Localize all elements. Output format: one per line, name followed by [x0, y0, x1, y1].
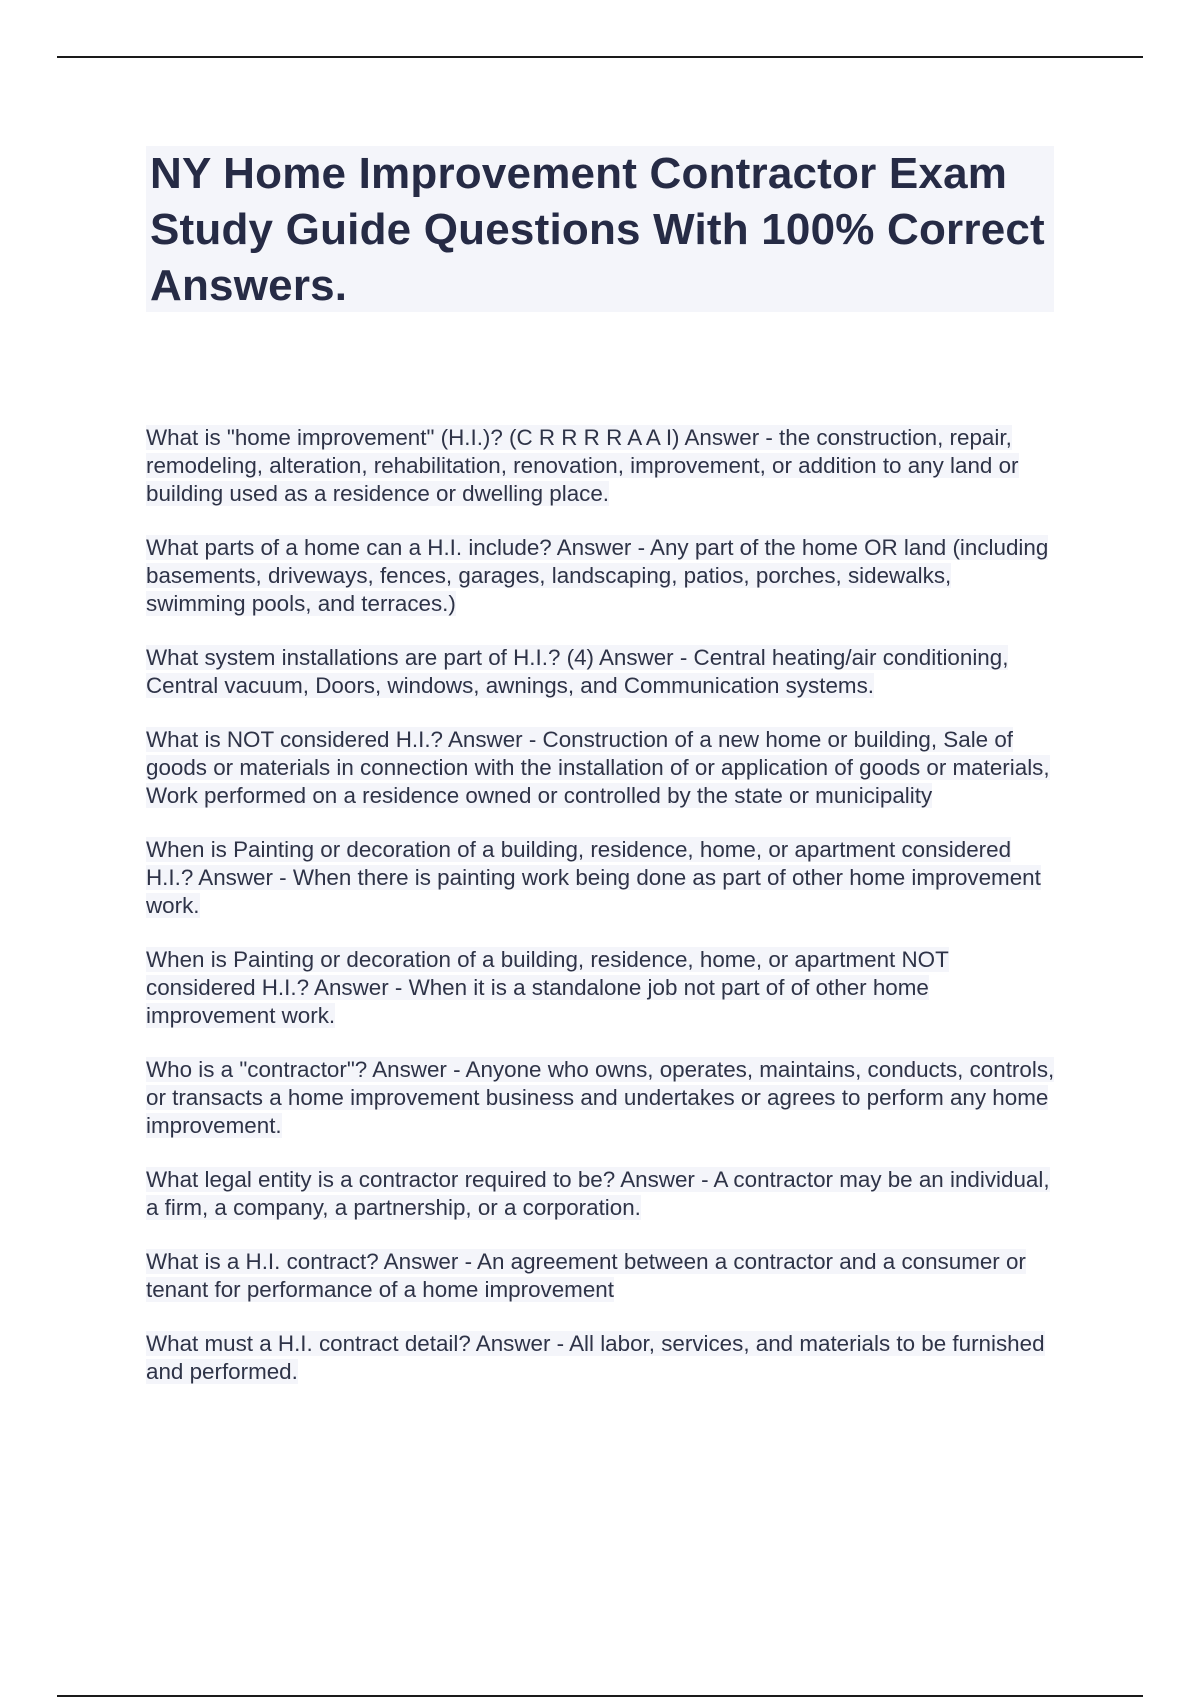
qa-item-9	[146, 1248, 1056, 1304]
bottom-rule	[57, 1695, 1143, 1697]
qa-item-text: What parts of a home can a H.I. include? Answer - Any part of the home OR land (including basements, driveways, fences, garages, landscaping, patios, porches, sidewalks, swimming pools, and terraces.)	[146, 535, 1049, 616]
qa-item-text: What is a H.I. contract? Answer - An agreement between a contractor and a consumer or tenant for performance of a home improvement	[146, 1249, 1026, 1302]
qa-item-text: What is NOT considered H.I.? Answer - Construction of a new home or building, Sale of goods or materials in connection with the installation of or application of goods or materials, Work performed on a residence owned or controlled by the state or municipality	[146, 727, 1050, 808]
qa-item-text: Who is a "contractor"? Answer - Anyone who owns, operates, maintains, conducts, controls, or transacts a home improvement business and undertakes or agrees to perform any home improvement.	[146, 1057, 1055, 1138]
qa-item-2	[146, 534, 1056, 618]
document-title: NY Home Improvement Contractor Exam Study Guide Questions With 100% Correct Answers.	[150, 149, 1045, 310]
qa-item-text: When is Painting or decoration of a building, residence, home, or apartment considered H.I.? Answer - When there is painting work being done as part of other home improvement work.	[146, 837, 1041, 918]
qa-item-7	[146, 1056, 1056, 1140]
qa-item-text: What must a H.I. contract detail? Answer - All labor, services, and materials to be furnished and performed.	[146, 1331, 1045, 1384]
qa-item-text: What is "home improvement" (H.I.)? (C R R R R A A I) Answer - the construction, repair, remodeling, alteration, rehabilitation, renovation, improvement, or addition to any land or building used as a residence or dwelling place.	[146, 425, 1019, 506]
qa-item-6	[146, 946, 1056, 1030]
qa-item-3	[146, 644, 1056, 700]
qa-item-8	[146, 1166, 1056, 1222]
qa-item-1	[146, 424, 1056, 508]
qa-item-text: What legal entity is a contractor required to be? Answer - A contractor may be an individual, a firm, a company, a partnership, or a corporation.	[146, 1167, 1050, 1220]
top-rule	[57, 56, 1143, 58]
qa-item-10	[146, 1330, 1056, 1386]
qa-list	[146, 424, 1056, 1412]
qa-item-text: What system installations are part of H.I.? (4) Answer - Central heating/air conditioning, Central vacuum, Doors, windows, awnings, and Communication systems.	[146, 645, 1009, 698]
qa-item-text: When is Painting or decoration of a building, residence, home, or apartment NOT considered H.I.? Answer - When it is a standalone job not part of of other home improvement work.	[146, 947, 949, 1028]
title-box	[146, 146, 1054, 312]
qa-item-5	[146, 836, 1056, 920]
qa-item-4	[146, 726, 1056, 810]
